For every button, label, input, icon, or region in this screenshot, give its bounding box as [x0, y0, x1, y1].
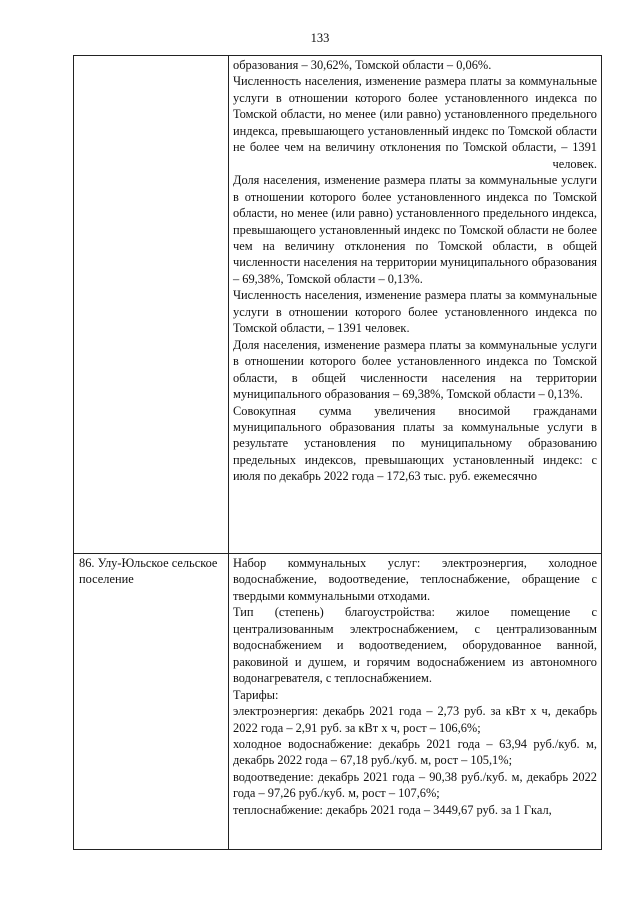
table-row	[74, 554, 602, 850]
settlement-cell	[74, 554, 229, 850]
paragraph: теплоснабжение: декабрь 2021 года – 3449,67 руб. за 1 Гкал,	[233, 802, 552, 817]
paragraph: Набор коммунальных услуг: электроэнергия, холодное водоснабжение, водоотведение, теплоснабжение, обращение с твердыми коммунальными отходами.	[233, 556, 597, 603]
paragraph: Доля населения, изменение размера платы за коммунальные услуги в отношении которого более установленного индекса по Томской области, но менее (или равно) установленного предельного индекса, превышающего установленный индекс по Томской области не более чем на величину отклонения по Томской области, в общей численности населения на территории муниципального образования – 69,38%, Томской области – 0,13%.	[233, 173, 597, 286]
paragraph: Доля населения, изменение размера платы за коммунальные услуги в отношении которого более установленного индекса по Томской области, в общей численности населения на территории муниципального образования – 69,38%, Томской области – 0,13%.	[233, 337, 597, 402]
paragraph: электроэнергия: декабрь 2021 года – 2,73 руб. за кВт х ч, декабрь 2022 года – 2,91 руб. за кВт х ч, рост – 106,6%;	[233, 704, 597, 735]
paragraph: Совокупная сумма увеличения вносимой гражданами муниципального образования платы за коммунальные услуги в результате установления по муниципальному образованию предельных индексов, превышающих установленный индекс: с июля по декабрь 2022 года – 172,63 тыс. руб. ежемесячно	[233, 403, 597, 484]
paragraph: водоотведение: декабрь 2021 года – 90,38 руб./куб. м, декабрь 2022 года – 97,26 руб./куб. м, рост – 107,6%;	[233, 769, 597, 801]
settlement-name: 86. Улу-Юльское сельское поселение	[79, 556, 218, 587]
paragraph: Численность населения, изменение размера платы за коммунальные услуги в отношении которого более установленного индекса по Томской области, но менее (или равно) установленного предельного индекса, превышающего установленный индекс по Томской области не более чем на величину отклонения по Томской области, – 1391 человек.	[233, 74, 597, 171]
table-row	[74, 56, 602, 554]
settlement-name	[74, 56, 228, 57]
settlement-cell	[74, 56, 229, 554]
description-cell	[229, 56, 602, 554]
document-table	[73, 55, 602, 850]
description-cell	[229, 554, 602, 850]
paragraph: Численность населения, изменение размера платы за коммунальные услуги в отношении которого более установленного индекса по Томской области, – 1391 человек.	[233, 288, 597, 336]
paragraph: Тарифы:	[233, 687, 279, 702]
paragraph: холодное водоснабжение: декабрь 2021 года – 63,94 руб./куб. м, декабрь 2022 года – 67,18 руб./куб. м, рост – 105,1%;	[233, 736, 597, 768]
page-number: 133	[310, 31, 330, 45]
paragraph: Тип (степень) благоустройства: жилое помещение с централизованным электроснабжением, с централизованным водоснабжением и водоотведением, оборудованное ванной, раковиной и душем, и горячим водоснабжением из автономного водонагревателя, с теплоснабжением.	[233, 605, 597, 686]
paragraph: образования – 30,62%, Томской области – 0,06%.	[233, 58, 492, 72]
